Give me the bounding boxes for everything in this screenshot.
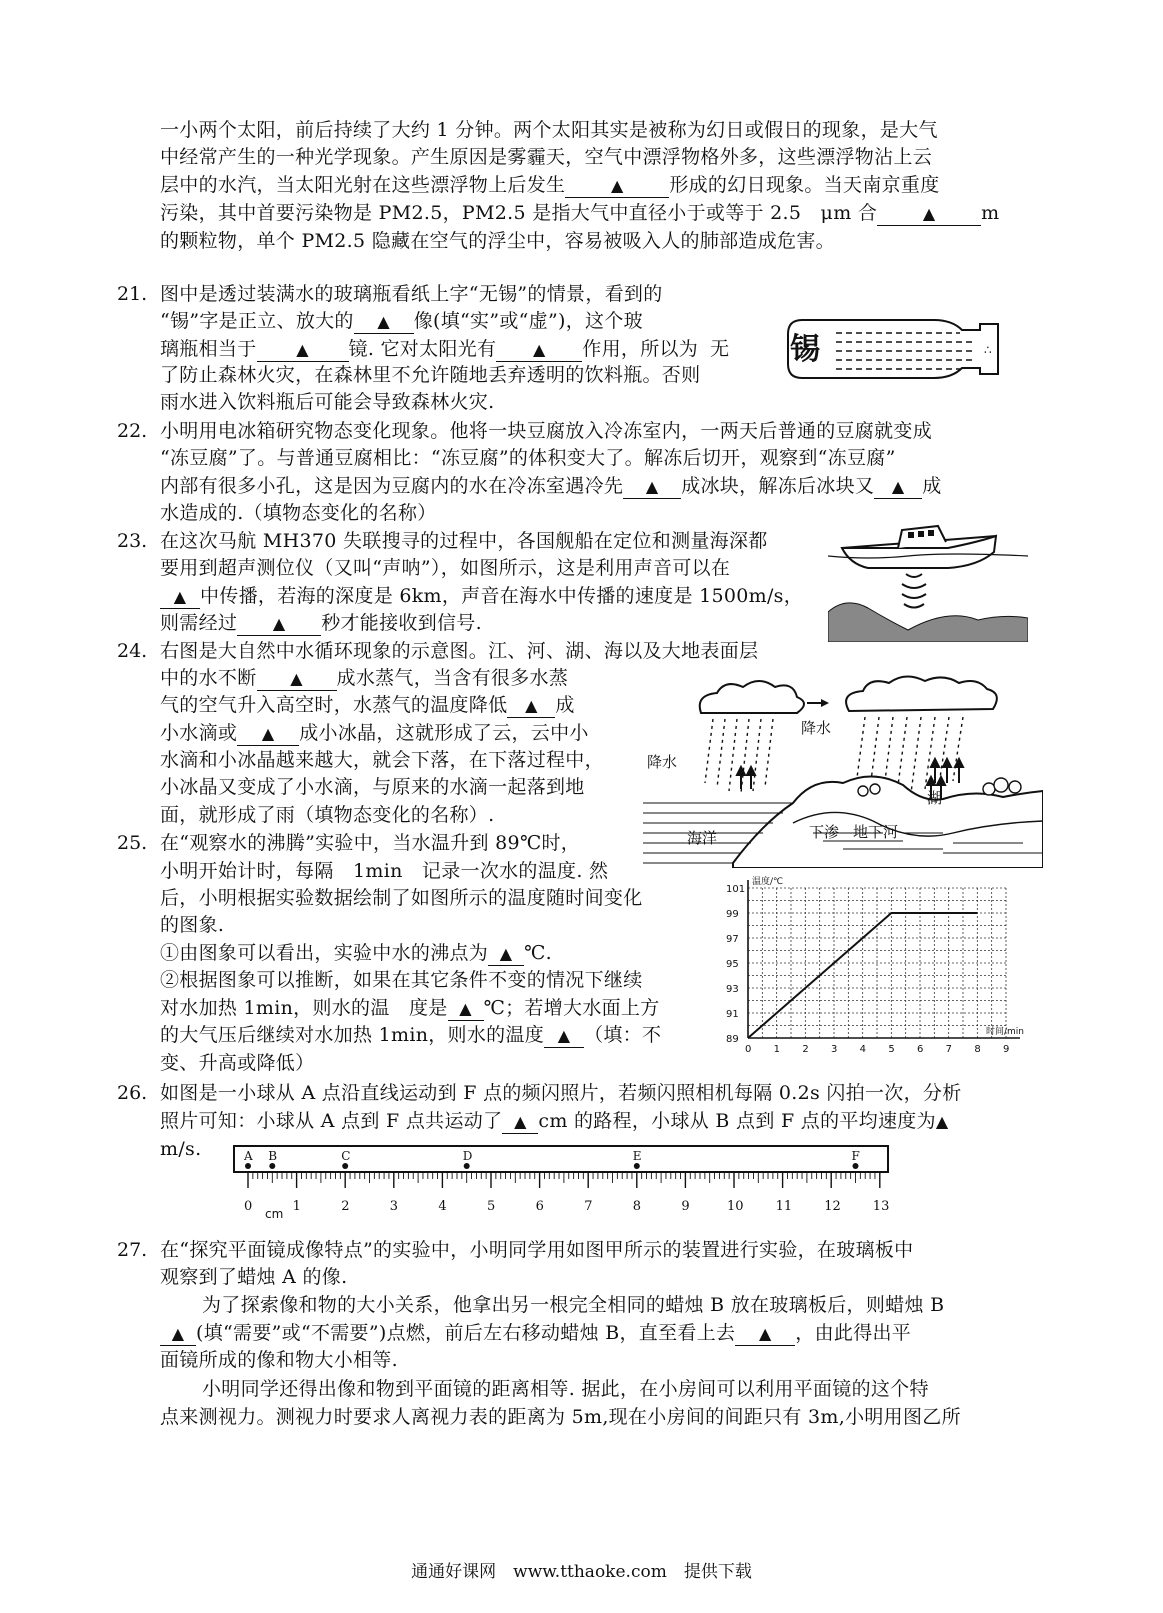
x-tick-label: 4 (859, 1044, 867, 1055)
q22-line-2: “冻豆腐”了。与普通豆腐相比：“冻豆腐”的体积变大了。解冻后切开，观察到“冻豆腐” (160, 447, 896, 469)
label-lake: 湖 (927, 789, 943, 807)
question-number: 24. (117, 640, 148, 662)
ruler-number: 6 (535, 1199, 544, 1214)
photo-strip (234, 1146, 888, 1172)
answer-blank[interactable]: ▲ (877, 202, 981, 226)
q24-line-1: 右图是大自然中水循环现象的示意图。江、河、湖、海以及大地表面层 (160, 640, 759, 662)
label-ocean: 海洋 (687, 829, 718, 847)
q22-line-3: 内部有很多小孔，这是因为豆腐内的水在冷冻室遇冷先 ▲ 成冰块，解冻后冰块又 ▲ 成 (160, 475, 942, 497)
question-number: 25. (117, 832, 148, 854)
q21-line-2: “锡”字是正立、放大的 ▲ 像(填“实”或“虚”)，这个玻 (160, 310, 643, 332)
ball-label: A (244, 1149, 253, 1163)
x-tick-label: 5 (888, 1044, 895, 1055)
q26-line-2: 照片可知：小球从 A 点到 F 点共运动了 ▲ cm 的路程，小球从 B 点到 F 点的平均速度为▲ (160, 1110, 949, 1132)
water-cycle-figure (643, 673, 1043, 868)
q21-line-1: 图中是透过装满水的玻璃瓶看纸上字“无锡”的情景，看到的 (160, 283, 663, 305)
ruler-number: 10 (727, 1199, 744, 1214)
q24-line-7: 面，就形成了雨（填物态变化的名称）. (160, 804, 495, 826)
x-tick-label: 6 (917, 1044, 924, 1055)
q25-line-3: 后，小明根据实验数据绘制了如图所示的温度随时间变化 (160, 887, 643, 909)
y-tick-label: 89 (726, 1034, 739, 1045)
q21-line-5: 雨水进入饮料瓶后可能会导致森林火灾. (160, 391, 495, 413)
y-tick-label: 95 (726, 959, 739, 970)
ball-label: F (851, 1149, 860, 1163)
answer-blank[interactable]: ▲ (507, 694, 555, 718)
q21-line-4: 了防止森林火灾，在森林里不允许随地丢弃透明的饮料瓶。否则 (160, 364, 701, 386)
y-tick-label: 93 (726, 984, 739, 995)
ball-label: C (341, 1149, 351, 1163)
answer-blank[interactable]: ▲ (735, 1322, 795, 1346)
temperature-time-chart (722, 874, 1042, 1064)
x-tick-label: 1 (773, 1044, 781, 1055)
answer-blank[interactable]: ▲ (565, 174, 669, 198)
y-tick-label: 97 (726, 934, 739, 945)
answer-blank[interactable]: ▲ (354, 310, 414, 334)
q24-line-4: 小水滴或 ▲ 成小冰晶，这就形成了云，云中小 (160, 722, 589, 744)
q25-line-9: 变、升高或降低） (160, 1052, 315, 1074)
q23-line-4: 则需经过 ▲ 秒才能接收到信号. (160, 612, 482, 634)
ruler-ticks (244, 1172, 889, 1214)
answer-blank[interactable]: ▲ (874, 475, 922, 499)
q25-line-1: 在“观察水的沸腾”实验中，当水温升到 89℃时， (160, 832, 581, 854)
answer-blank[interactable]: ▲ (623, 475, 681, 499)
q24-line-2: 中的水不断 ▲ 成水蒸气，当含有很多水蒸 (160, 667, 569, 689)
answer-blank[interactable]: ▲ (544, 1024, 584, 1048)
q27-line-1: 在“探究平面镜成像特点”的实验中，小明同学用如图甲所示的装置进行实验，在玻璃板中 (160, 1239, 914, 1261)
intro-line-5: 的颗粒物，单个 PM2.5 隐藏在空气的浮尘中，容易被吸入人的肺部造成危害。 (160, 230, 835, 252)
ruler-number: 4 (438, 1199, 447, 1214)
bottle-figure (784, 314, 1018, 384)
q23-line-2: 要用到超声测位仪（又叫“声呐”），如图所示，这是利用声音可以在 (160, 557, 731, 579)
q27-line-5: 面镜所成的像和物大小相等. (160, 1349, 398, 1371)
question-number: 27. (117, 1239, 148, 1261)
q27-line-3: 为了探索像和物的大小关系，他拿出另一根完全相同的蜡烛 B 放在玻璃板后，则蜡烛 B (202, 1294, 945, 1316)
ruler-number: 12 (824, 1199, 841, 1214)
answer-blank[interactable]: ▲ (496, 338, 582, 362)
answer-blank[interactable]: ▲ (257, 667, 337, 691)
q26-line-3: m/s. (160, 1138, 202, 1160)
x-tick-label: 8 (974, 1044, 981, 1055)
ball-label: D (462, 1149, 473, 1163)
chart-series (748, 913, 977, 1038)
answer-blank[interactable]: ▲ (160, 1322, 196, 1346)
q27-line-4: ▲ (填“需要”或“不需要”)点燃，前后左右移动蜡烛 B，直至看上去 ▲ ，由此得出平 (160, 1320, 911, 1346)
answer-blank[interactable]: ▲ (237, 612, 321, 636)
ruler-unit: cm (265, 1207, 284, 1221)
ball-position (342, 1163, 348, 1169)
q27-line-2: 观察到了蜡烛 A 的像. (160, 1266, 348, 1288)
y-tick-label: 101 (726, 884, 746, 895)
ruler-number: 13 (872, 1199, 890, 1214)
ball-position (269, 1163, 275, 1169)
question-number: 21. (117, 283, 148, 305)
x-tick-label: 3 (831, 1044, 838, 1055)
q24-line-3: 气的空气升入高空时，水蒸气的温度降低 ▲ 成 (160, 694, 575, 716)
q25-line-4: 的图象. (160, 914, 225, 936)
q27-line-7: 点来测视力。测视力时要求人离视力表的距离为 5m,现在小房间的间距只有 3m,小明用图乙所 (160, 1406, 961, 1428)
answer-blank[interactable]: ▲ (935, 1112, 949, 1131)
q25-line-5: ①由图象可以看出，实验中水的沸点为 ▲ ℃. (160, 942, 553, 964)
y-tick-label: 99 (726, 909, 739, 920)
q25-line-7: 对水加热 1min，则水的温 度是 ▲ ℃；若增大水面上方 (160, 997, 660, 1019)
intro-line-4: 污染，其中首要污染物是 PM2.5，PM2.5 是指大气中直径小于或等于 2.5 μm 合 ▲ m (160, 202, 1000, 224)
intro-line-2: 中经常产生的一种光学现象。产生原因是雾霾天，空气中漂浮物格外多，这些漂浮物沾上云 (160, 146, 933, 168)
ruler-number: 1 (292, 1199, 301, 1214)
x-tick-label: 7 (945, 1044, 953, 1055)
label-groundwater: 地下河 (853, 823, 899, 841)
q25-line-2: 小明开始计时，每隔 1min 记录一次水的温度. 然 (160, 860, 609, 882)
answer-blank[interactable]: ▲ (160, 585, 200, 609)
q26-line-1: 如图是一小球从 A 点沿直线运动到 F 点的频闪照片，若频闪照相机每隔 0.2s 闪拍一次，分析 (160, 1082, 962, 1104)
answer-blank[interactable]: ▲ (237, 722, 299, 746)
question-number: 22. (117, 420, 148, 442)
series-line (748, 913, 977, 1038)
q25-line-8: 的大气压后继续对水加热 1min，则水的温度 ▲ （填：不 (160, 1024, 662, 1046)
ball-position (245, 1163, 251, 1169)
ball-label: E (632, 1149, 642, 1163)
svg-text:∴: ∴ (984, 343, 992, 357)
bottle-character: 锡 (790, 332, 820, 367)
question-number: 26. (117, 1082, 148, 1104)
label-seepage: 下渗 (809, 823, 840, 841)
q24-line-6: 小冰晶又变成了小水滴，与原来的水滴一起落到地 (160, 776, 585, 798)
q21-line-3: 璃瓶相当于 ▲ 镜. 它对太阳光有 ▲ 作用，所以为 无 (160, 338, 730, 360)
ruler-number: 5 (487, 1199, 496, 1214)
answer-blank[interactable]: ▲ (502, 1110, 538, 1134)
sonar-ship-figure (828, 512, 1028, 642)
ruler-number: 2 (341, 1199, 350, 1214)
ball-position (464, 1163, 470, 1169)
q24-line-5: 水滴和小冰晶越来越大，就会下落，在下落过程中， (160, 749, 604, 771)
ruler-strobe-figure (232, 1142, 892, 1222)
q25-line-6: ②根据图象可以推断，如果在其它条件不变的情况下继续 (160, 969, 643, 991)
ruler-number: 9 (681, 1199, 690, 1214)
ruler-number: 11 (775, 1199, 793, 1214)
page-footer: 通通好课网 www.tthaoke.com 提供下载 (411, 1562, 752, 1582)
question-number: 23. (117, 530, 148, 552)
ball-position (853, 1163, 859, 1169)
chart-grid (748, 888, 1006, 1038)
intro-line-1: 一小两个太阳，前后持续了大约 1 分钟。两个太阳其实是被称为幻日或假日的现象，是大气 (160, 119, 938, 141)
ruler-number: 0 (244, 1199, 253, 1214)
answer-blank[interactable]: ▲ (257, 338, 349, 362)
x-tick-label: 0 (745, 1044, 752, 1055)
y-axis-label: 温度/℃ (752, 877, 784, 887)
q22-line-4: 水造成的.（填物态变化的名称） (160, 502, 437, 524)
x-axis-label: 时间/min (986, 1027, 1025, 1037)
ball-position (634, 1163, 640, 1169)
ruler-number: 7 (584, 1199, 593, 1214)
q23-line-3: ▲ 中传播，若海的深度是 6km，声音在海水中传播的速度是 1500m/s， (160, 583, 803, 609)
q22-line-1: 小明用电冰箱研究物态变化现象。他将一块豆腐放入冷冻室内，一两天后普通的豆腐就变成 (160, 420, 933, 442)
ruler-number: 3 (389, 1199, 399, 1214)
chart-ticks (726, 884, 1009, 1055)
label-precipitation-right: 降水 (801, 719, 832, 737)
y-tick-label: 91 (726, 1009, 739, 1020)
ruler-number: 8 (632, 1199, 642, 1214)
intro-line-3: 层中的水汽，当太阳光射在这些漂浮物上后发生 ▲ 形成的幻日现象。当天南京重度 (160, 174, 940, 196)
answer-blank[interactable]: ▲ (488, 942, 524, 966)
label-precipitation-left: 降水 (647, 753, 678, 771)
answer-blank[interactable]: ▲ (448, 997, 484, 1021)
chart-axes (748, 880, 1020, 1038)
q23-line-1: 在这次马航 MH370 失联搜寻的过程中，各国舰船在定位和测量海深都 (160, 530, 768, 552)
q27-line-6: 小明同学还得出像和物到平面镜的距离相等. 据此，在小房间可以利用平面镜的这个特 (202, 1378, 929, 1400)
x-tick-label: 9 (1003, 1044, 1010, 1055)
ball-label: B (268, 1149, 278, 1163)
x-tick-label: 2 (802, 1044, 809, 1055)
